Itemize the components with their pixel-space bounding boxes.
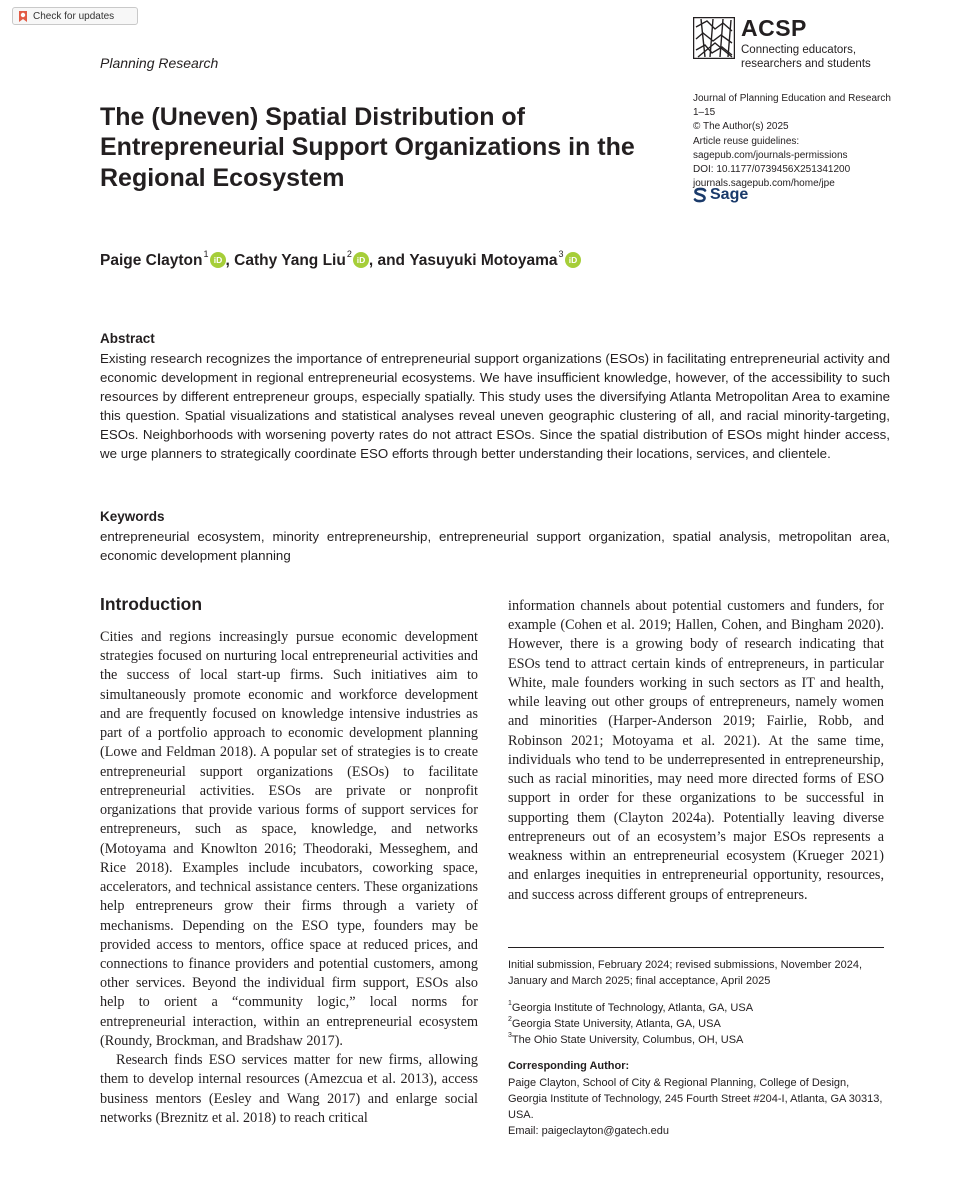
check-for-updates-button[interactable]: [12, 7, 138, 25]
corresponding-email[interactable]: Email: paigeclayton@gatech.edu: [508, 1125, 669, 1138]
journal-permissions-link[interactable]: sagepub.com/journals-permissions: [693, 149, 848, 161]
body-paragraph: Research finds ESO services matter for new firms, allowing them to develop internal resources (Amezcua et al. 2013), access business mentors (Eesley and Wang 2017) and enlarge social networks (Breznitz et al. 2018) to reach critical: [100, 1052, 478, 1126]
submission-history: Initial submission, February 2024; revised submissions, November 2024, January and March 2025; final acceptance, April 2025: [508, 959, 862, 988]
svg-text:iD: iD: [356, 255, 366, 266]
orcid-icon[interactable]: [210, 252, 226, 268]
section-label: Planning Research: [100, 55, 219, 71]
sage-label: Sage: [710, 186, 749, 203]
orcid-icon[interactable]: [353, 252, 369, 268]
affiliation-text: Georgia Institute of Technology, Atlanta, GA, USA: [511, 1001, 754, 1014]
journal-name: Journal of Planning Education and Research: [693, 93, 891, 104]
crossmark-icon: [18, 11, 28, 22]
tagline-line: Connecting educators,: [741, 44, 857, 56]
tagline-line: researchers and students: [741, 57, 871, 70]
abstract-heading: Abstract: [100, 331, 155, 346]
keywords-text: entrepreneurial ecosystem, minority entrepreneurship, entrepreneurial support organization, spatial analysis, metropolitan area, economic development planning: [100, 529, 890, 563]
article-title: The (Uneven) Spatial Distribution of Entrepreneurial Support Organizations in the Regional Ecosystem: [100, 103, 635, 192]
publisher-tagline: [741, 44, 881, 71]
journal-doi[interactable]: DOI: 10.1177/0739456X251341200: [693, 163, 851, 175]
corresponding-address: Paige Clayton, School of City & Regional Planning, College of Design, Georgia Institute of Technology, 245 Fourth Street #204-I, Atlanta, GA 30313, USA.: [508, 1076, 883, 1122]
journal-info: [693, 92, 923, 191]
journal-home-link[interactable]: journals.sagepub.com/home/jpe: [693, 178, 835, 190]
introduction-heading: Introduction: [100, 594, 203, 614]
affiliation-number: 1: [508, 999, 512, 1007]
journal-copyright: © The Author(s) 2025: [693, 121, 789, 133]
footnote-divider: [508, 947, 884, 948]
sage-s-icon: [693, 187, 707, 203]
svg-text:iD: iD: [568, 255, 577, 266]
orcid-icon[interactable]: [565, 252, 581, 268]
journal-reuse-label: Article reuse guidelines:: [693, 135, 800, 147]
author-separator: , and: [368, 252, 410, 269]
footnotes: [508, 957, 886, 1140]
author-affiliation-number: 3: [558, 249, 564, 259]
author-name: Paige Clayton: [100, 252, 203, 269]
author-affiliation-number: 1: [203, 249, 209, 259]
affiliation-item: [508, 1032, 886, 1048]
journal-pages: 1–15: [693, 107, 716, 119]
body-column-left: [100, 628, 478, 1128]
affiliation-item: [508, 1000, 886, 1016]
author-affiliation-number: 2: [346, 249, 352, 259]
affiliation-number: 3: [508, 1032, 512, 1040]
publisher-name: ACSP: [741, 15, 807, 41]
corresponding-heading: Corresponding Author:: [508, 1060, 630, 1073]
acsp-logo-icon: [693, 17, 735, 59]
author-name: Yasuyuki Motoyama: [409, 252, 558, 269]
affiliation-text: Georgia State University, Atlanta, GA, USA: [511, 1017, 721, 1030]
author-list: [100, 249, 581, 270]
svg-text:iD: iD: [213, 255, 222, 266]
check-for-updates-label: Check for updates: [33, 10, 115, 22]
author-separator: ,: [225, 252, 235, 269]
body-paragraph: information channels about potential customers and funders, for example (Cohen et al. 2019; Hallen, Cohen, and Bingham 2020). However, there is a growing body of research indicating that ESOs tend to attract certain kinds of entrepreneurs, in particular White, male founders working in such sectors as IT and health, while leaving out other groups of entrepreneurs, namely women and minorities (Harper-Anderson 2019; Fairlie, Robb, and Robinson 2021; Motoyama et al. 2021). At the same time, individuals who tend to be underrepresented in entrepreneurship, such as racial minorities, may need more directed forms of ESO support in order for these organizations to be successful in supporting them (Clayton 2024a). Potentially leaving diverse entrepreneurs out of an ecosystem’s major ESOs represents a weakness within an entrepreneurial ecosystem (Krueger 2021) and enlarges inequities in entrepreneurial opportunity, resources, and success across different groups of entrepreneurs.: [508, 598, 884, 903]
affiliation-item: [508, 1016, 886, 1032]
body-paragraph: Cities and regions increasingly pursue economic development strategies focused on nurturing local entrepreneurial activities and the success of local start-up firms. Such initiatives aim to simultaneously promote economic and workforce development and are frequently focused on knowledge intensive industries as part of a portfolio approach to economic development planning (Lowe and Feldman 2018). A popular set of strategies is to create entrepreneurial support organizations (ESOs) to facilitate entrepreneurial activities. ESOs are private or nonprofit organizations that provide various forms of support services for entrepreneurs, such as space, knowledge, and networks (Motoyama and Knowlton 2016; Theodoraki, Messeghem, and Rice 2018). Examples include incubators, coworking space, accelerators, and technical assistance centers. These organizations help entrepreneurs grow their firms through a variety of mechanisms. Depending on the ESO type, founders may be provided access to mentors, office space at reduced prices, and connections to finance providers and potential customers, among other services. Beyond the individual firm support, ESOs also help to orient a “community logic,” local norms for entrepreneurial interaction, within an entrepreneurial ecosystem (Roundy, Brockman, and Bradshaw 2017).: [100, 629, 478, 1049]
abstract-text: Existing research recognizes the importance of entrepreneurial support organizations (ESOs) in facilitating entrepreneurial activity and economic development in regional entrepreneurial ecosystems. We have insufficient knowledge, however, of the accessibility to such resources by different entrepreneur groups, especially spatially. This study uses the diversifying Atlanta Metropolitan Area to examine this question. Spatial visualizations and statistical analyses reveal uneven geographic clustering of all, and racial minority-targeting, ESOs. Neighborhoods with worsening poverty rates do not attract ESOs. Since the spatial distribution of ESOs might hinder access, we urge planners to strategically coordinate ESO efforts through better understanding their locations, services, and clientele.: [100, 351, 890, 461]
keywords-heading: Keywords: [100, 509, 165, 524]
sage-logo: [693, 186, 748, 204]
body-column-right: [508, 597, 884, 905]
author-name: Cathy Yang Liu: [234, 252, 346, 269]
affiliation-number: 2: [508, 1015, 512, 1023]
affiliation-text: The Ohio State University, Columbus, OH, USA: [511, 1034, 744, 1047]
